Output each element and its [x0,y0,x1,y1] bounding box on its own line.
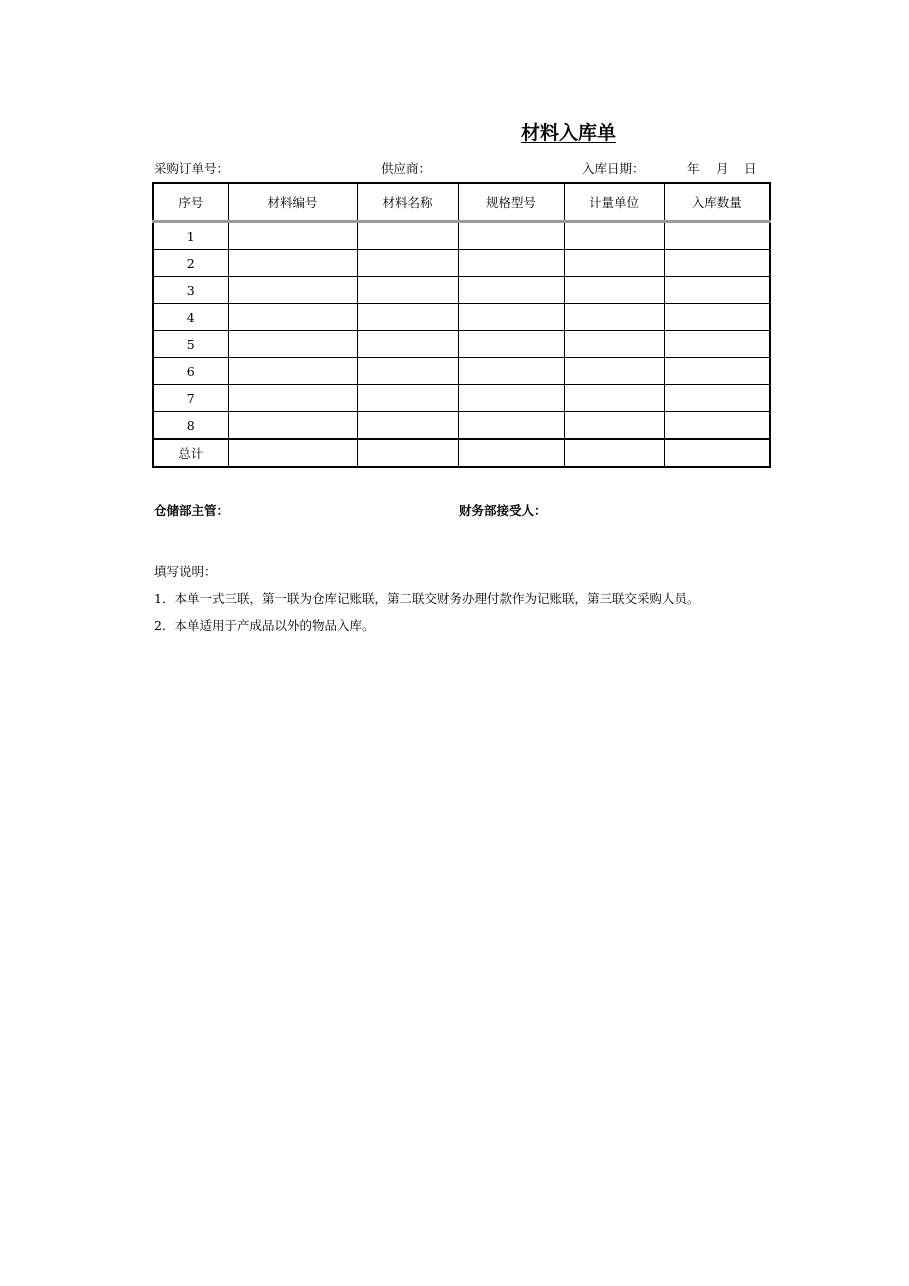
spec-model-cell[interactable] [458,385,564,412]
unit-cell[interactable] [564,222,664,250]
spec-model-cell[interactable] [458,358,564,385]
material-code-cell[interactable] [228,250,357,277]
material-name-cell[interactable] [357,304,458,331]
header-quantity: 入库数量 [664,183,770,222]
form-title: 材料入库单 [521,122,617,144]
row-number: 2 [153,250,228,277]
table-row [153,222,770,250]
quantity-cell[interactable] [664,277,770,304]
quantity-cell[interactable] [664,412,770,440]
row-number: 5 [153,331,228,358]
spec-model-cell[interactable] [458,304,564,331]
unit-cell[interactable] [564,304,664,331]
unit-cell[interactable] [564,331,664,358]
date-month-label: 月 [716,161,729,176]
row-number: 1 [153,222,228,250]
material-name-cell[interactable] [357,277,458,304]
material-name-cell[interactable] [357,222,458,250]
header-spec-model: 规格型号 [458,183,564,222]
material-name-cell[interactable] [357,412,458,440]
table-row [153,331,770,358]
total-row [153,439,770,467]
quantity-cell[interactable] [664,385,770,412]
header-seq: 序号 [153,183,228,222]
supplier-label: 供应商： [381,161,432,176]
quantity-cell[interactable] [664,304,770,331]
total-quantity-cell[interactable] [664,439,770,467]
material-code-cell[interactable] [228,358,357,385]
material-code-cell[interactable] [228,304,357,331]
spec-model-cell[interactable] [458,277,564,304]
quantity-cell[interactable] [664,331,770,358]
material-code-cell[interactable] [228,277,357,304]
unit-cell[interactable] [564,385,664,412]
material-name-cell[interactable] [357,331,458,358]
entry-date-label: 入库日期： [582,161,645,176]
table-row [153,412,770,440]
total-spec-model-cell[interactable] [458,439,564,467]
material-name-cell[interactable] [357,358,458,385]
material-entry-table [152,182,771,468]
spec-model-cell[interactable] [458,250,564,277]
total-label: 总计 [153,439,228,467]
warehouse-manager-signature: 仓储部主管： [154,503,230,518]
header-material-code: 材料编号 [228,183,357,222]
material-code-cell[interactable] [228,331,357,358]
table-row [153,277,770,304]
quantity-cell[interactable] [664,358,770,385]
instruction-item: 2．本单适用于产成品以外的物品入库。 [154,618,375,633]
spec-model-cell[interactable] [458,331,564,358]
instructions-section [154,558,699,639]
instruction-item: 1．本单一式三联，第一联为仓库记账联，第二联交财务办理付款作为记账联，第三联交采购人员。 [154,591,700,606]
header-info-row [154,161,770,177]
total-material-code-cell[interactable] [228,439,357,467]
row-number: 8 [153,412,228,440]
material-name-cell[interactable] [357,385,458,412]
finance-receiver-signature: 财务部接受人： [459,503,547,518]
date-day-label: 日 [744,161,757,176]
total-unit-cell[interactable] [564,439,664,467]
instructions-heading: 填写说明： [154,564,217,579]
unit-cell[interactable] [564,412,664,440]
date-year-label: 年 [687,161,700,176]
unit-cell[interactable] [564,358,664,385]
unit-cell[interactable] [564,250,664,277]
row-number: 4 [153,304,228,331]
row-number: 6 [153,358,228,385]
material-code-cell[interactable] [228,385,357,412]
material-code-cell[interactable] [228,412,357,440]
unit-cell[interactable] [564,277,664,304]
table-row [153,385,770,412]
table-row [153,304,770,331]
spec-model-cell[interactable] [458,412,564,440]
row-number: 3 [153,277,228,304]
quantity-cell[interactable] [664,222,770,250]
row-number: 7 [153,385,228,412]
table-header-row [153,183,770,222]
material-name-cell[interactable] [357,250,458,277]
table-row [153,358,770,385]
material-code-cell[interactable] [228,222,357,250]
order-number-label: 采购订单号： [154,161,230,176]
header-material-name: 材料名称 [357,183,458,222]
header-unit: 计量单位 [564,183,664,222]
quantity-cell[interactable] [664,250,770,277]
table-row [153,250,770,277]
total-material-name-cell[interactable] [357,439,458,467]
spec-model-cell[interactable] [458,222,564,250]
